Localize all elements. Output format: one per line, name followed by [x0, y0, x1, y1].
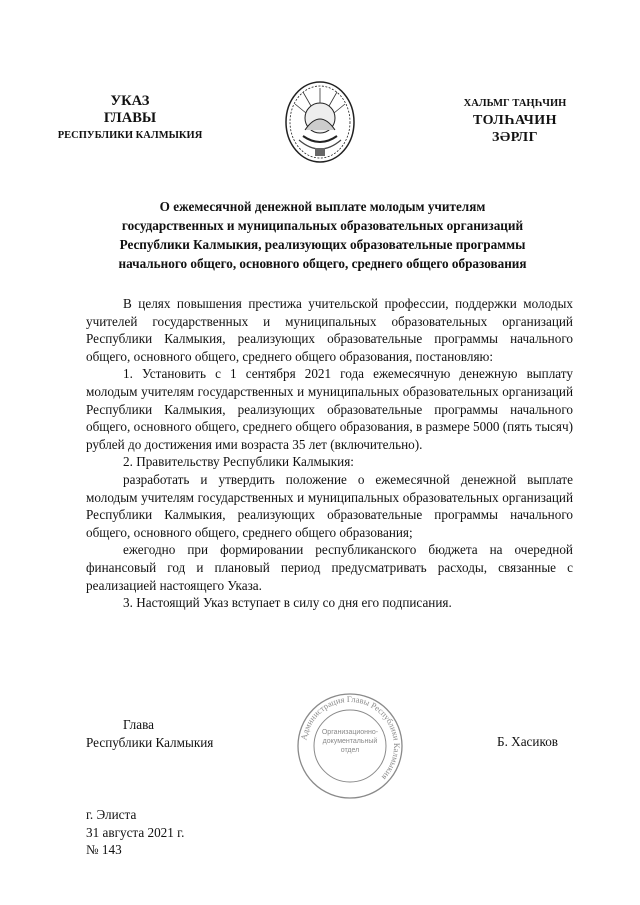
- header-right-line1: ХАЛЬМГ ТАҢҺЧИН: [463, 98, 567, 109]
- header-left-line2: ГЛАВЫ: [103, 110, 157, 126]
- title-line: начального общего, основного общего, среднего общего образования: [118, 256, 527, 271]
- kalmykia-coat-of-arms-icon: [283, 78, 357, 168]
- header-right: [440, 95, 590, 146]
- paragraph-item-1: 1. Установить с 1 сентября 2021 года ежемесячную денежную выплату молодым учителям государственных и муниципальных образовательных организаций Республики Калмыкия, реализующих образовательные программы начального общего, основного общего, среднего общего образования, в размере 5000 (пять тысяч) рублей до достижения ими возраста 35 лет (включительно).: [86, 366, 573, 452]
- paragraph-preamble: В целях повышения престижа учительской профессии, поддержки молодых учителей государственных и муниципальных образовательных организаций Республики Калмыкия, реализующих образовательные программы начального общего, основного общего, среднего общего образования, постановляю:: [86, 296, 573, 364]
- paragraph-item-2-sub2: ежегодно при формировании республиканского бюджета на очередной финансовый год и плановый период предусматривать расходы, связанные с реализацией настоящего Указа.: [86, 542, 573, 593]
- place: г. Элиста: [86, 807, 137, 822]
- official-stamp-icon: [290, 690, 410, 802]
- decree-body: [86, 295, 573, 612]
- title-line: О ежемесячной денежной выплате молодым учителям: [159, 199, 486, 214]
- title-line: Республики Калмыкия, реализующих образовательные программы: [119, 237, 526, 252]
- decree-footer: [86, 806, 184, 859]
- paragraph-item-2-sub1: разработать и утвердить положение о ежемесячной денежной выплате молодым учителям государственных и муниципальных образовательных организаций Республики Калмыкия, реализующих образовательные программы начального общего, основного общего, среднего общего образования;: [86, 471, 573, 540]
- header-left-line3: РЕСПУБЛИКИ КАЛМЫКИЯ: [57, 130, 203, 141]
- signer-position: [86, 716, 213, 752]
- header-right-line2: ТОЛҺАЧИН: [472, 113, 558, 128]
- title-line: государственных и муниципальных образовательных организаций: [121, 218, 524, 233]
- stamp-outer-text: Администрация Главы Республики Калмыкия: [298, 693, 403, 783]
- header-right-line3: ЗӘРЛГ: [491, 130, 539, 145]
- decree-number: № 143: [86, 842, 122, 858]
- signer-name: Б. Хасиков: [497, 734, 559, 749]
- paragraph-item-2: 2. Правительству Республики Калмыкия:: [123, 454, 354, 470]
- header-left: [30, 93, 230, 144]
- paragraph-item-3: 3. Настоящий Указ вступает в силу со дня его подписания.: [123, 595, 452, 611]
- stamp-inner-text: Организационно-документальный отдел: [321, 729, 379, 754]
- decree-title: [80, 197, 565, 273]
- date: 31 августа 2021 г.: [86, 824, 185, 840]
- signer-position-line1: Глава: [123, 717, 154, 732]
- header-left-line1: УКАЗ: [110, 93, 150, 109]
- signer-position-line2: Республики Калмыкия: [86, 735, 214, 750]
